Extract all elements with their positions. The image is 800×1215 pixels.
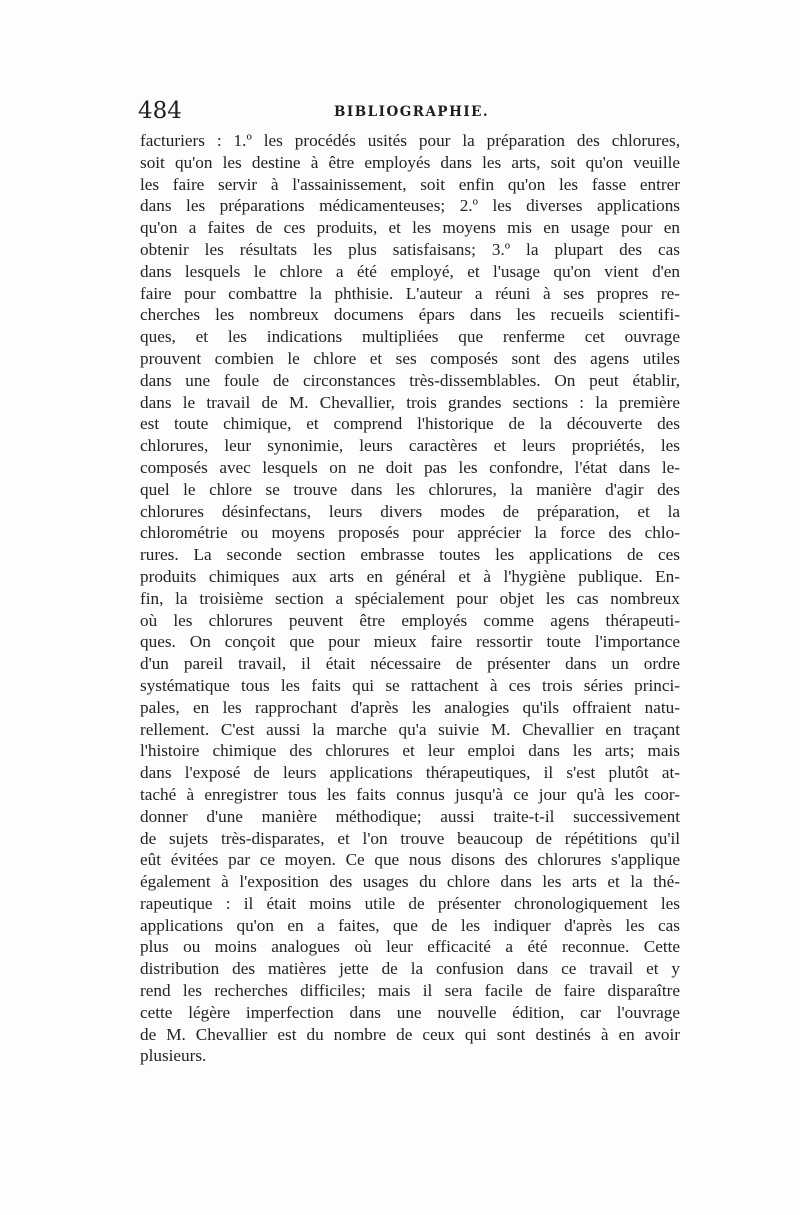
text-line: l'histoire chimique des chlorures et leur emploi dans les arts; mais	[140, 741, 680, 761]
page-header	[138, 98, 678, 128]
text-line: rend les recherches difficiles; mais il sera facile de faire disparaître	[140, 981, 680, 1001]
text-line: dans une foule de circonstances très-dissemblables. On peut établir,	[140, 370, 680, 390]
text-line: rapeutique : il était moins utile de présenter chronologiquement les	[140, 893, 680, 913]
text-line: chlorométrie ou moyens proposés pour apprécier la force des chlo-	[140, 523, 680, 543]
running-title: BIBLIOGRAPHIE.	[334, 104, 490, 120]
text-line: fin, la troisième section a spécialement pour objet les cas nombreux	[140, 588, 680, 608]
text-line: chlorures, leur synonimie, leurs caractères et leurs propriétés, les	[140, 436, 680, 456]
text-line: prouvent combien le chlore et ses composés sont des agens utiles	[140, 348, 680, 368]
text-line: dans les préparations médicamenteuses; 2.º les diverses applications	[140, 196, 680, 216]
text-line: eût évitées par ce moyen. Ce que nous disons des chlorures s'applique	[140, 850, 680, 870]
text-line: plus ou moins analogues où leur efficacité a été reconnue. Cette	[140, 937, 680, 957]
text-line: facturiers : 1.º les procédés usités pour la préparation des chlorures,	[140, 131, 680, 150]
text-line: systématique tous les faits qui se rattachent à ces trois séries princi-	[140, 675, 680, 695]
text-line: rures. La seconde section embrasse toutes les applications de ces	[140, 545, 680, 565]
text-line: taché à enregistrer tous les faits connus jusqu'à ce jour qu'à les coor-	[140, 784, 680, 804]
text-line: cette légère imperfection dans une nouvelle édition, car l'ouvrage	[140, 1002, 680, 1022]
text-line: rellement. C'est aussi la marche qu'a suivie M. Chevallier en traçant	[140, 719, 680, 739]
text-line: d'un pareil travail, il était nécessaire de présenter dans un ordre	[140, 654, 680, 674]
text-line: où les chlorures peuvent être employés comme agens thérapeuti-	[140, 610, 680, 630]
text-line: de M. Chevallier est du nombre de ceux qui sont destinés à en avoir	[140, 1024, 680, 1044]
text-line: quel le chlore se trouve dans les chlorures, la manière d'agir des	[140, 479, 680, 499]
text-line: ques, et les indications multipliées que renferme cet ouvrage	[140, 327, 680, 347]
text-line: pales, en les rapprochant d'après les analogies qu'ils offraient natu-	[140, 697, 680, 717]
text-line: distribution des matières jette de la confusion dans ce travail et y	[140, 959, 680, 979]
page-number: 484	[138, 98, 182, 124]
text-line: les faire servir à l'assainissement, soit enfin qu'on les fasse entrer	[140, 174, 680, 194]
text-line: ques. On conçoit que pour mieux faire ressortir toute l'importance	[140, 632, 680, 652]
text-line: composés avec lesquels on ne doit pas les confondre, l'état dans le-	[140, 457, 680, 477]
text-line: soit qu'on les destine à être employés dans les arts, soit qu'on veuille	[140, 152, 680, 172]
text-line: produits chimiques aux arts en général et à l'hygiène publique. En-	[140, 566, 680, 586]
text-line: faire pour combattre la phthisie. L'auteur a réuni à ses propres re-	[140, 283, 680, 303]
text-line: également à l'exposition des usages du chlore dans les arts et la thé-	[140, 872, 680, 892]
text-line: chlorures désinfectans, leurs divers modes de préparation, et la	[140, 501, 680, 521]
text-line: dans l'exposé de leurs applications thérapeutiques, il s'est plutôt at-	[140, 763, 680, 783]
text-line: qu'on a faites de ces produits, et les moyens mis en usage pour en	[140, 218, 680, 238]
text-line: est toute chimique, et comprend l'historique de la découverte des	[140, 414, 680, 434]
text-line: dans le travail de M. Chevallier, trois grandes sections : la première	[140, 392, 680, 412]
text-line: obtenir les résultats les plus satisfaisans; 3.º la plupart des cas	[140, 239, 680, 259]
text-line: dans lesquels le chlore a été employé, et l'usage qu'on vient d'en	[140, 261, 680, 281]
text-line: de sujets très-disparates, et l'on trouve beaucoup de répétitions qu'il	[140, 828, 680, 848]
body-paragraph	[140, 130, 680, 1067]
text-line: cherches les nombreux documens épars dans les recueils scientifi-	[140, 305, 680, 325]
text-line: donner d'une manière méthodique; aussi traite-t-il successivement	[140, 806, 680, 826]
text-line: applications qu'on en a faites, que de les indiquer d'après les cas	[140, 915, 680, 935]
text-line: plusieurs.	[140, 1046, 207, 1066]
